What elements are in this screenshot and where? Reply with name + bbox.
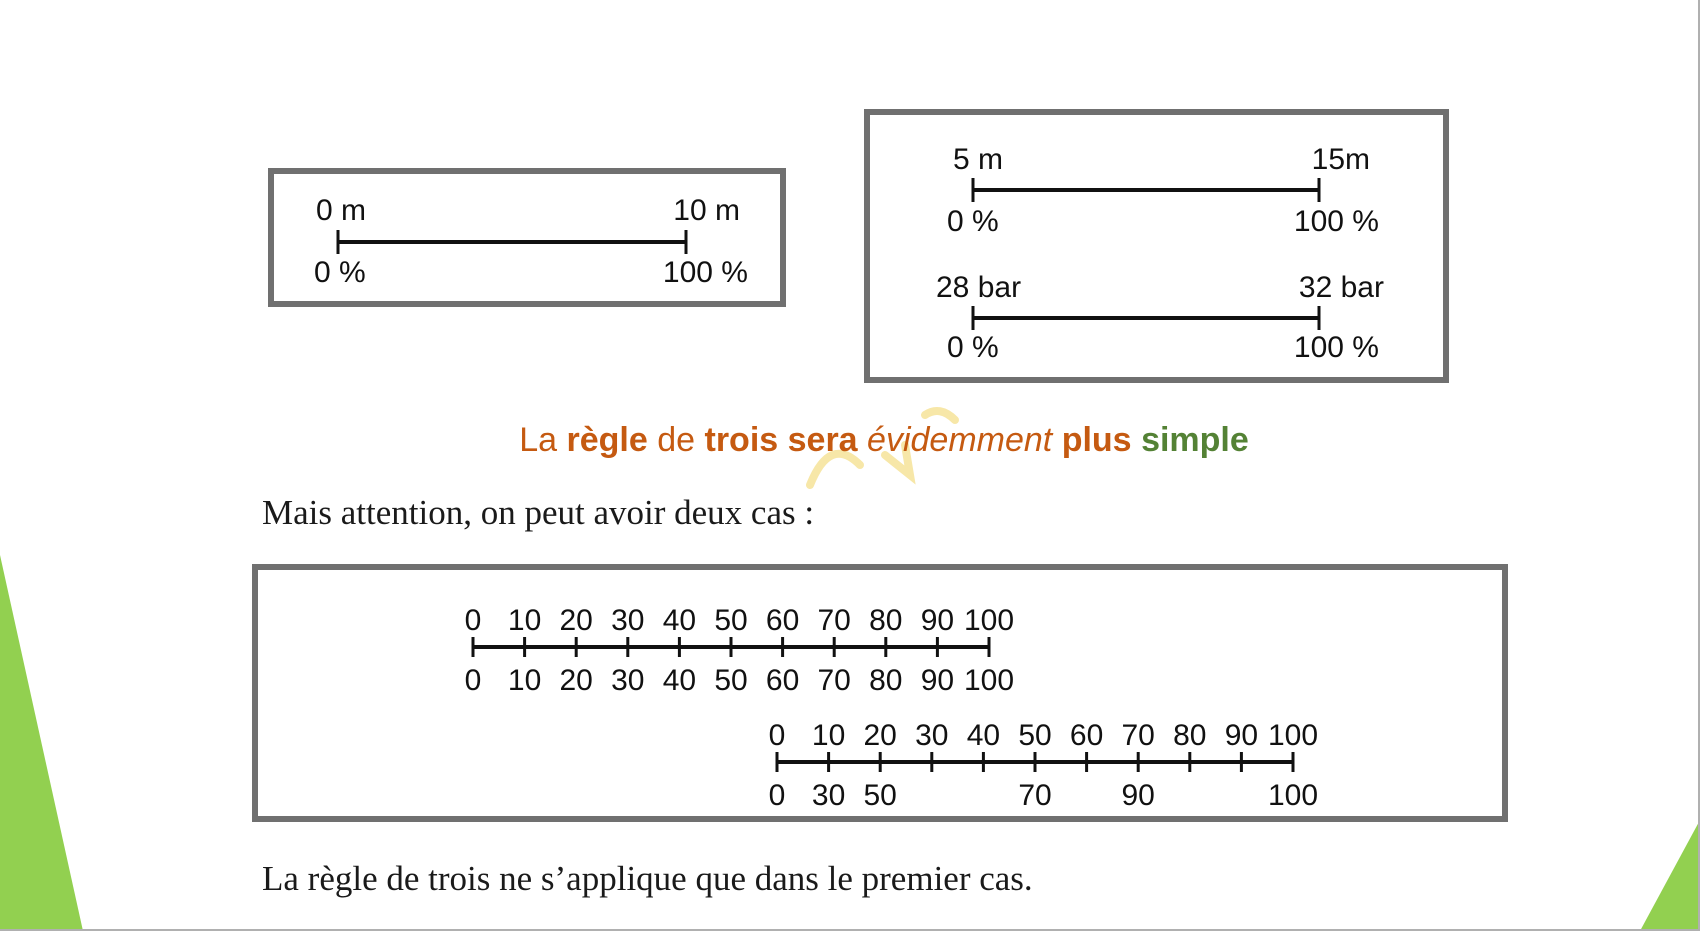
linear-top-label: 50 [714, 604, 748, 637]
linear-top-label: 30 [611, 604, 645, 637]
linear-top-label: 0 [464, 604, 482, 637]
linear-top-label: 10 [507, 604, 542, 637]
scale-b-top-end-label: 32 bar [1298, 271, 1384, 304]
intro-text: Mais attention, on peut avoir deux cas : [262, 493, 815, 532]
headline-word-simple: simple [1141, 421, 1249, 459]
nonlinear-bottom-label: 30 [811, 779, 846, 812]
linear-bottom-label: 0 [464, 664, 482, 697]
linear-top-label: 60 [765, 604, 800, 637]
linear-top-label: 80 [869, 604, 903, 637]
linear-top-label: 20 [559, 604, 593, 637]
linear-top-label: 70 [817, 604, 851, 637]
linear-top-label: 90 [920, 604, 955, 637]
scale-b-top-start-label: 28 bar [936, 271, 1022, 304]
headline-word-de: de [657, 421, 696, 459]
nonlinear-bottom-label: 0 [768, 779, 786, 812]
linear-bottom-label: 30 [611, 664, 645, 697]
single-scale-box [268, 168, 786, 307]
scale-top-start-label: 0 m [316, 194, 367, 227]
linear-bottom-label: 100 [963, 664, 1015, 697]
headline-word-la: La [519, 421, 558, 459]
headline [0, 420, 1700, 460]
scale-top-end-label: 10 m [673, 194, 740, 227]
linear-bottom-label: 60 [765, 664, 800, 697]
linear-top-label: 40 [662, 604, 697, 637]
headline-word-regle: règle [566, 421, 648, 459]
linear-bottom-label: 90 [920, 664, 955, 697]
scale-a-bottom-start-label: 0 % [947, 205, 999, 238]
nonlinear-bottom-label: 100 [1267, 779, 1319, 812]
nonlinear-top-label: 70 [1121, 719, 1155, 752]
linear-bottom-label: 40 [662, 664, 697, 697]
nonlinear-bottom-label: 50 [863, 779, 897, 812]
nonlinear-top-label: 0 [768, 719, 786, 752]
linear-bottom-label: 10 [507, 664, 542, 697]
scale-a-bottom-end-label: 100 % [1293, 205, 1379, 238]
double-scale-box [864, 109, 1449, 383]
nonlinear-top-label: 30 [915, 719, 949, 752]
linear-top-label: 100 [963, 604, 1015, 637]
nonlinear-top-label: 60 [1069, 719, 1104, 752]
nonlinear-top-label: 50 [1018, 719, 1052, 752]
linear-bottom-label: 50 [714, 664, 748, 697]
headline-word-plus: plus [1061, 421, 1132, 459]
scale-a-top-end-label: 15m [1311, 143, 1370, 176]
nonlinear-top-label: 10 [811, 719, 846, 752]
scale-a-top-start-label: 5 m [953, 143, 1004, 176]
scale-b-bottom-start-label: 0 % [947, 331, 999, 364]
scale-bottom-start-label: 0 % [314, 256, 366, 289]
linear-bottom-label: 70 [817, 664, 851, 697]
headline-word-evidemment: évidemment [867, 421, 1053, 459]
nonlinear-top-label: 80 [1173, 719, 1207, 752]
comparison-box [252, 564, 1508, 822]
nonlinear-bottom-label: 90 [1121, 779, 1155, 812]
nonlinear-top-label: 20 [863, 719, 897, 752]
linear-bottom-label: 20 [559, 664, 593, 697]
scale-bottom-end-label: 100 % [662, 256, 748, 289]
conclusion-text: La règle de trois ne s’applique que dans le premier cas. [262, 859, 1033, 898]
nonlinear-top-label: 90 [1224, 719, 1259, 752]
nonlinear-top-label: 40 [966, 719, 1001, 752]
nonlinear-bottom-label: 70 [1018, 779, 1052, 812]
headline-word-trois-sera: trois sera [704, 421, 858, 459]
linear-bottom-label: 80 [869, 664, 903, 697]
nonlinear-top-label: 100 [1267, 719, 1319, 752]
scale-b-bottom-end-label: 100 % [1293, 331, 1379, 364]
